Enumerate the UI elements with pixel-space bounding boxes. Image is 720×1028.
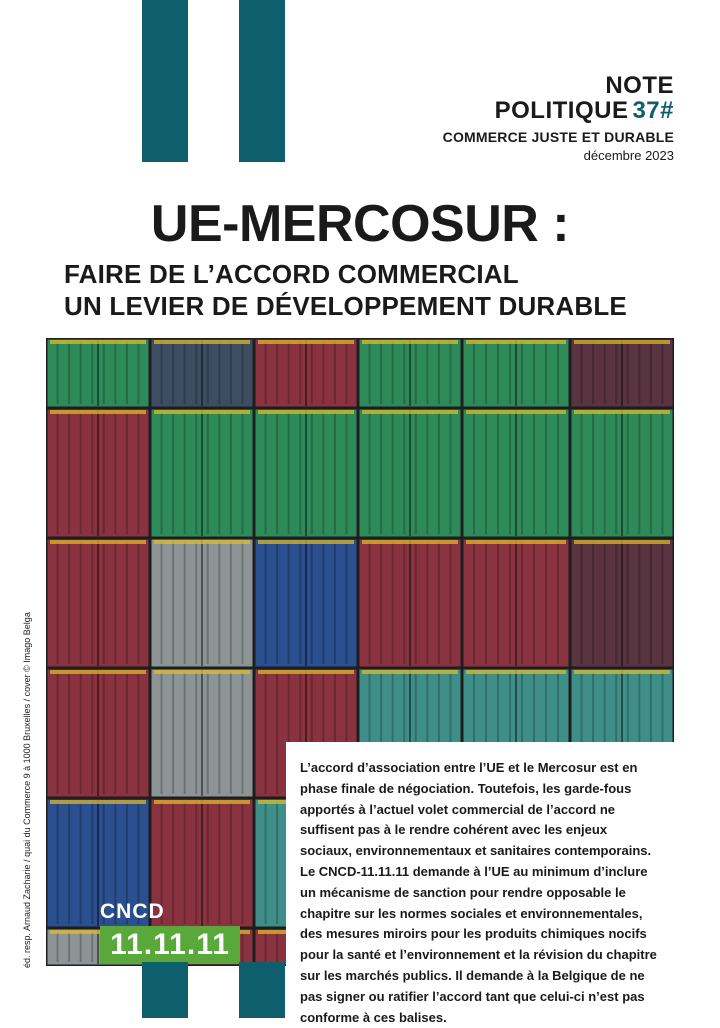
note-header bbox=[443, 74, 674, 163]
decorative-bar-bottom-left bbox=[142, 962, 188, 1018]
decorative-bar-top-right bbox=[239, 0, 285, 162]
note-theme: COMMERCE JUSTE ET DURABLE bbox=[442, 129, 674, 145]
politique-line bbox=[443, 98, 674, 124]
subtitle-line-1: FAIRE DE L’ACCORD COMMERCIAL bbox=[64, 259, 519, 289]
page-title: UE-MERCOSUR : bbox=[150, 195, 570, 253]
note-label: NOTE bbox=[605, 72, 674, 99]
summary-box bbox=[286, 742, 674, 1025]
subtitle-line-2: UN LEVIER DE DÉVELOPPEMENT DURABLE bbox=[64, 291, 627, 321]
politique-label: POLITIQUE bbox=[494, 97, 629, 124]
summary-text: L’accord d’association entre l’UE et le Mercosur est en phase finale de négociation. Toutefois, les garde-fous apportés à l’actuel volet commercial de l’accord ne suffisent pas à le rendre cohérent avec les enjeux sociaux, environnementaux et sanitaires contemporains. Le CNCD-11.11.11 demande à l’UE au minimum d’inclure un mécanisme de sanction pour rendre opposable le chapitre sur les normes sociales et environnementales, des mesures miroirs pour les produits chimiques nocifs pour la santé et l’environnement et la révision du chapitre sur les marchés publics. Il demande à la Belgique de ne pas signer ou ratifier l’accord tant que celui-ci n’est pas conforme à ces balises. bbox=[300, 760, 657, 1025]
logo-number: 11.11.11 bbox=[100, 926, 240, 964]
logo-cncd: CNCD bbox=[100, 900, 165, 923]
page-subtitle bbox=[64, 258, 627, 322]
publisher-credit: éd. resp. Arnaud Zacharie / quai du Commerce 9 à 1000 Bruxelles / cover © Imago Belga bbox=[22, 612, 32, 968]
decorative-bar-bottom-right bbox=[239, 962, 285, 1018]
note-date: décembre 2023 bbox=[583, 148, 674, 163]
note-number: 37# bbox=[632, 97, 674, 124]
decorative-bar-top-left bbox=[142, 0, 188, 162]
